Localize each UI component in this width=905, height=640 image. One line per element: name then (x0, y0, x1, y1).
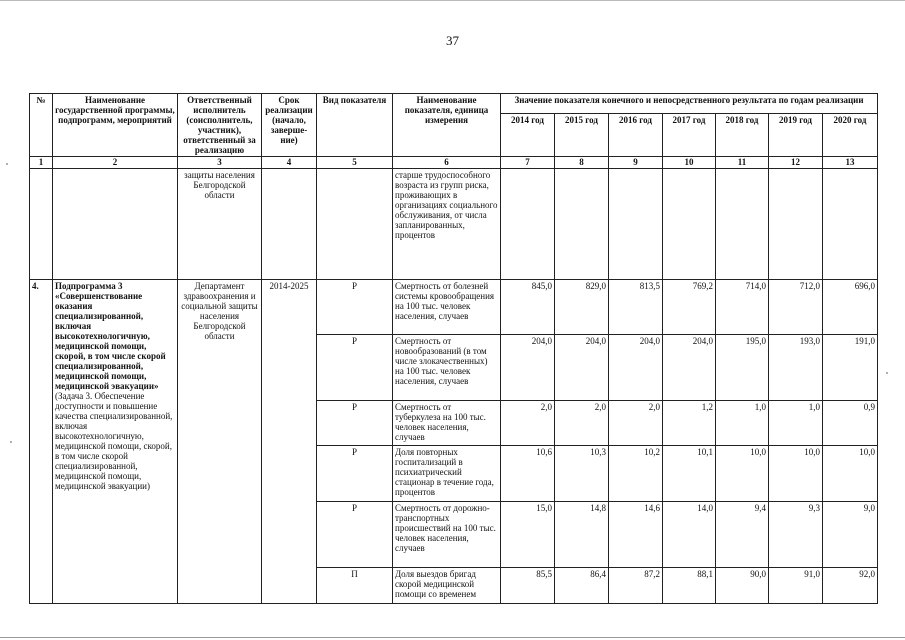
value-cell: 10,2 (609, 446, 663, 502)
value-cell: 193,0 (769, 335, 823, 401)
bottom-scan-line (0, 637, 905, 638)
section-name-regular: (Задача 3. Обеспечение доступности и повышение качества специализированной, включая высокотехнологичную, медицинской помощи, скорой, в том числе скорой специализированной, медицинской помощи, медицинской эвакуации) (55, 391, 173, 491)
value-cell: 769,2 (663, 280, 716, 335)
value-cell: 829,0 (555, 280, 609, 335)
col-header-type: Вид показателя (317, 94, 393, 157)
value-cell: 10,0 (769, 446, 823, 502)
value-cell: 2,0 (555, 401, 609, 446)
continuation-executor: защиты населения Белгородской области (178, 169, 262, 280)
indicator-name: Смертность от болезней системы кровообращения на 100 тыс. человек населения, случаев (393, 280, 501, 335)
value-cell: 191,0 (823, 335, 878, 401)
value-cell: 9,0 (823, 502, 878, 568)
value-cell: 845,0 (501, 280, 555, 335)
value-cell: 87,2 (609, 568, 663, 604)
section-executor: Департамент здравоохранения и социальной защиты населения Белгородской области (178, 280, 262, 604)
value-cell: 696,0 (823, 280, 878, 335)
section-period: 2014-2025 (262, 280, 317, 604)
value-cell: 10,1 (663, 446, 716, 502)
column-number: 11 (716, 157, 769, 169)
col-header-year: 2017 год (663, 114, 716, 157)
value-cell: 204,0 (663, 335, 716, 401)
col-header-year: 2016 год (609, 114, 663, 157)
value-cell: 9,4 (716, 502, 769, 568)
value-cell: 712,0 (769, 280, 823, 335)
scan-speck (6, 163, 8, 165)
scan-speck (886, 372, 888, 374)
column-number: 1 (30, 157, 53, 169)
column-number: 12 (769, 157, 823, 169)
indicators-table (29, 93, 878, 604)
value-cell: 10,0 (823, 446, 878, 502)
column-number: 4 (262, 157, 317, 169)
value-cell: 88,1 (663, 568, 716, 604)
indicator-type: Р (317, 446, 393, 502)
indicator-type: Р (317, 401, 393, 446)
value-cell: 86,4 (555, 568, 609, 604)
value-cell: 714,0 (716, 280, 769, 335)
column-number: 8 (555, 157, 609, 169)
value-cell: 813,5 (609, 280, 663, 335)
col-header-year: 2014 год (501, 114, 555, 157)
value-cell: 14,0 (663, 502, 716, 568)
column-number: 13 (823, 157, 878, 169)
continuation-row (30, 169, 878, 280)
value-cell: 10,0 (716, 446, 769, 502)
section-number: 4. (30, 280, 53, 604)
col-header-period: Срок реализации (начало, заверше-ние) (262, 94, 317, 157)
value-cell: 204,0 (609, 335, 663, 401)
indicator-type: Р (317, 502, 393, 568)
column-number-row (30, 157, 878, 169)
indicator-name: Доля выездов бригад скорой медицинской помощи со временем (393, 568, 501, 604)
indicator-name: Смертность от дорожно-транспортных происшествий на 100 тыс. человек населения, случаев (393, 502, 501, 568)
indicator-name: Смертность от туберкулеза на 100 тыс. человек населения, случаев (393, 401, 501, 446)
indicator-type: Р (317, 335, 393, 401)
value-cell: 204,0 (555, 335, 609, 401)
continuation-indicator: старше трудоспособного возраста из групп риска, проживающих в организациях социального обслуживания, от числа запланированных, процентов (393, 169, 501, 280)
value-cell: 204,0 (501, 335, 555, 401)
value-cell: 91,0 (769, 568, 823, 604)
col-header-year: 2015 год (555, 114, 609, 157)
value-cell: 14,6 (609, 502, 663, 568)
col-header-executor: Ответственный исполнитель (соисполнитель, участник), ответственный за реализацию (178, 94, 262, 157)
section-name-bold: Подпрограмма 3 «Совершенствование оказания специализированной, включая высокотехнологичную, медицинской помощи, скорой, в том числе скорой специализированной, медицинской помощи, медицинской эвакуации» (55, 281, 166, 391)
value-cell: 14,8 (555, 502, 609, 568)
col-header-indicator: Наименование показателя, единица измерения (393, 94, 501, 157)
page-number: 37 (446, 33, 459, 48)
value-cell: 1,2 (663, 401, 716, 446)
column-number: 5 (317, 157, 393, 169)
indicator-type: Р (317, 280, 393, 335)
value-cell: 9,3 (769, 502, 823, 568)
value-cell: 195,0 (716, 335, 769, 401)
column-number: 9 (609, 157, 663, 169)
col-header-year: 2020 год (823, 114, 878, 157)
value-cell: 2,0 (609, 401, 663, 446)
value-cell: 1,0 (769, 401, 823, 446)
col-header-year: 2018 год (716, 114, 769, 157)
indicator-name: Смертность от новообразований (в том числе злокачественных) на 100 тыс. человек населения, случаев (393, 335, 501, 401)
value-cell: 10,6 (501, 446, 555, 502)
value-cell: 90,0 (716, 568, 769, 604)
value-cell: 0,9 (823, 401, 878, 446)
scan-speck (10, 441, 12, 443)
column-number: 2 (53, 157, 178, 169)
column-number: 6 (393, 157, 501, 169)
col-header-values-group: Значение показателя конечного и непосредственного результата по годам реализации (501, 94, 878, 114)
value-cell: 85,5 (501, 568, 555, 604)
value-cell: 15,0 (501, 502, 555, 568)
indicator-name: Доля повторных госпитализаций в психиатрический стационар в течение года, процентов (393, 446, 501, 502)
col-header-year: 2019 год (769, 114, 823, 157)
indicator-type: П (317, 568, 393, 604)
top-scan-line (0, 0, 905, 1)
col-header-program: Наименование государственной программы, подпрограмм, мероприятий (53, 94, 178, 157)
col-header-number: № (30, 94, 53, 157)
column-number: 3 (178, 157, 262, 169)
value-cell: 10,3 (555, 446, 609, 502)
section-name-cell (53, 280, 178, 604)
value-cell: 2,0 (501, 401, 555, 446)
value-cell: 92,0 (823, 568, 878, 604)
table-row (30, 280, 878, 335)
column-number: 10 (663, 157, 716, 169)
column-number: 7 (501, 157, 555, 169)
value-cell: 1,0 (716, 401, 769, 446)
